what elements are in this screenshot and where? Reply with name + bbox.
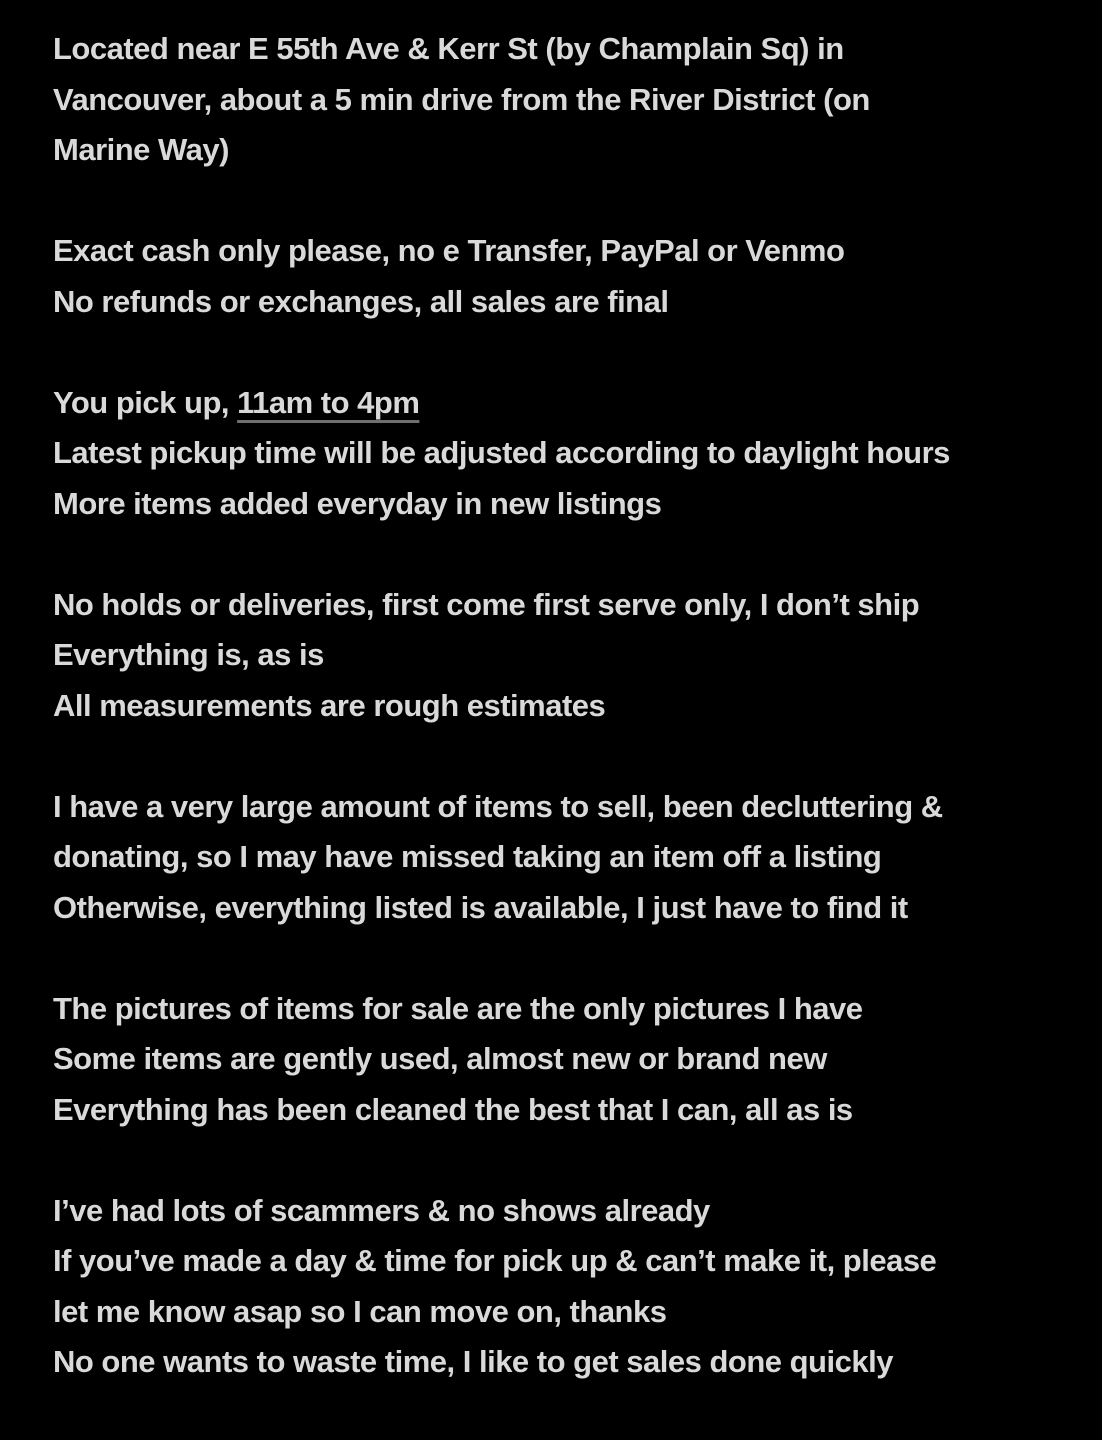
description-line: donating, so I may have missed taking an item off a listing: [53, 839, 882, 874]
description-line: Otherwise, everything listed is available, I just have to find it: [53, 889, 908, 925]
description-line: All measurements are rough estimates: [53, 687, 606, 723]
pickup-prefix: You pick up,: [53, 384, 238, 420]
description-line: I have a very large amount of items to sell, been decluttering &: [53, 788, 943, 824]
paragraph-noshows: [53, 1186, 1062, 1388]
description-line: Marine Way): [53, 132, 229, 167]
paragraph-location: [53, 24, 1062, 176]
description-line: let me know asap so I can move on, thanks: [53, 1293, 667, 1329]
description-line: I’ve had lots of scammers & no shows already: [53, 1192, 710, 1228]
description-line: No refunds or exchanges, all sales are final: [53, 283, 669, 319]
description-line: Some items are gently used, almost new or brand new: [53, 1041, 827, 1076]
pickup-time-link[interactable]: 11am to 4pm: [237, 384, 420, 420]
description-line: If you’ve made a day & time for pick up & can’t make it, please: [53, 1243, 937, 1278]
description-line: Latest pickup time will be adjusted according to daylight hours: [53, 435, 950, 470]
description-line: Exact cash only please, no e Transfer, PayPal or Venmo: [53, 233, 845, 268]
paragraph-condition: [53, 984, 1062, 1136]
description-line: Located near E 55th Ave & Kerr St (by Champlain Sq) in: [53, 31, 844, 66]
paragraph-policy: [53, 580, 1062, 732]
paragraph-pickup: [53, 378, 1062, 530]
description-line: No one wants to waste time, I like to get sales done quickly: [53, 1344, 893, 1379]
description-line: More items added everyday in new listings: [53, 485, 662, 521]
description-line: Everything has been cleaned the best that I can, all as is: [53, 1091, 853, 1127]
description-line: Vancouver, about a 5 min drive from the River District (on: [53, 81, 870, 117]
description-line: The pictures of items for sale are the only pictures I have: [53, 990, 863, 1026]
pickup-line: [53, 378, 1062, 429]
paragraph-payment: [53, 226, 1062, 327]
description-line: Everything is, as is: [53, 637, 324, 672]
paragraph-inventory: [53, 782, 1062, 934]
description-line: No holds or deliveries, first come first serve only, I don’t ship: [53, 586, 920, 622]
